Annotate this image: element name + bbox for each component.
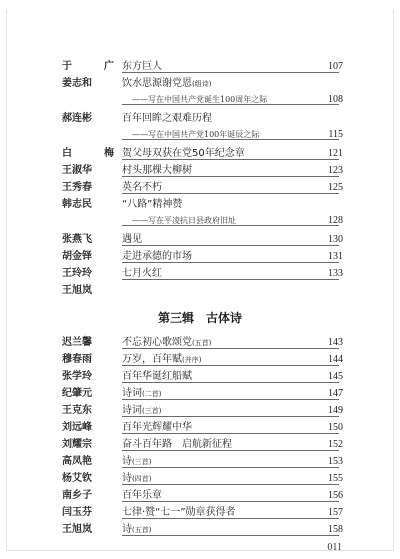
entry-page: 107 xyxy=(328,61,343,72)
entry-title-note: (三首) xyxy=(132,458,152,466)
page-number: 011 xyxy=(327,542,342,553)
entry-title: 村头那棵大柳树 xyxy=(122,165,192,176)
entry-title: 饮水思源谢党恩(组诗) xyxy=(122,78,212,89)
entry-author: 王秀春 xyxy=(62,182,92,193)
entry-rule xyxy=(122,450,339,451)
entry-page: 150 xyxy=(328,422,343,433)
entry-author: 王旭岚 xyxy=(62,285,92,296)
toc-entry[interactable] xyxy=(0,58,400,75)
toc-entry[interactable] xyxy=(0,487,400,504)
entry-author: 刘远峰 xyxy=(62,422,92,433)
entry-rule xyxy=(122,484,339,485)
entry-rule xyxy=(122,225,339,226)
entry-page: 130 xyxy=(328,234,343,245)
entry-page: 156 xyxy=(328,490,343,501)
entry-rule xyxy=(122,433,339,434)
entry-page: 145 xyxy=(328,371,343,382)
entry-author: 于 广 xyxy=(62,61,125,72)
entry-rule xyxy=(122,159,339,160)
toc-entry[interactable] xyxy=(0,368,400,385)
entry-title: 东方巨人 xyxy=(122,61,162,72)
toc-subentry[interactable] xyxy=(0,213,400,228)
entry-title: 贺父母双获在党50年纪念章 xyxy=(122,148,245,159)
entry-title-note: (四首) xyxy=(132,475,152,483)
entry-rule xyxy=(122,72,339,73)
toc-subentry[interactable] xyxy=(0,92,400,107)
toc-entry[interactable] xyxy=(0,453,400,470)
entry-rule xyxy=(122,348,339,349)
entry-author: 张燕飞 xyxy=(62,234,92,245)
entry-rule xyxy=(122,518,339,519)
toc-entry[interactable] xyxy=(0,75,400,92)
entry-page: 133 xyxy=(328,268,343,279)
entry-title-note: (三首) xyxy=(142,407,162,415)
entry-page: 123 xyxy=(328,165,343,176)
entry-title: 百年回眸之艰难历程 xyxy=(122,113,212,124)
entry-rule xyxy=(122,535,339,536)
entry-page: 108 xyxy=(328,94,343,105)
toc-entry[interactable] xyxy=(0,402,400,419)
toc-entry[interactable] xyxy=(0,282,120,299)
entry-page: 152 xyxy=(328,439,343,450)
entry-title: 诗(四首) xyxy=(122,473,152,484)
entry-title-note: (二首) xyxy=(142,390,162,398)
toc-entry[interactable] xyxy=(0,334,400,351)
toc-entry[interactable] xyxy=(0,265,400,282)
entry-author: 王玲玲 xyxy=(62,268,92,279)
entry-title: 百年华诞红船赋 xyxy=(122,371,192,382)
entry-rule xyxy=(122,279,339,280)
entry-author: 杨艾钦 xyxy=(62,473,92,484)
toc-entry[interactable] xyxy=(0,179,400,196)
toc-entry[interactable] xyxy=(0,231,400,248)
entry-title-note: (五首) xyxy=(132,526,152,534)
entry-author: 张学玲 xyxy=(62,371,92,382)
section-heading: 第三辑 古体诗 xyxy=(157,311,242,325)
entry-author: 闫玉芬 xyxy=(62,507,92,518)
entry-subtitle: ——写在中国共产党诞生100周年之际 xyxy=(132,95,268,104)
entry-page: 143 xyxy=(328,337,343,348)
entry-title-note: (并序) xyxy=(182,356,202,364)
entry-rule xyxy=(122,245,339,246)
entry-rule xyxy=(122,193,339,194)
entry-author: 白 梅 xyxy=(62,148,125,159)
entry-title: 遇见 xyxy=(122,234,142,245)
entry-author: 刘耀宗 xyxy=(62,439,92,450)
entry-title: 诗词(二首) xyxy=(122,388,162,399)
entry-author: 南乡子 xyxy=(62,490,92,501)
entry-title: 诗(三首) xyxy=(122,456,152,467)
entry-rule xyxy=(122,416,339,417)
entry-page: 158 xyxy=(328,524,343,535)
entry-author: 韩志民 xyxy=(62,199,92,210)
entry-author: 纪肇元 xyxy=(62,388,92,399)
entry-author: 高凤艳 xyxy=(62,456,92,467)
entry-page: 121 xyxy=(328,148,343,159)
entry-author: 郝连彬 xyxy=(62,113,92,124)
entry-rule xyxy=(122,365,339,366)
entry-author: 王旭岚 xyxy=(62,524,92,535)
entry-author: 王淑华 xyxy=(62,165,92,176)
toc-entry[interactable] xyxy=(0,196,400,213)
entry-title: 七月火红 xyxy=(122,268,162,279)
entry-page: 155 xyxy=(328,473,343,484)
entry-title: 百年乐章 xyxy=(122,490,162,501)
toc-entry[interactable] xyxy=(0,521,400,538)
entry-title: “八路”精神赞 xyxy=(122,199,183,210)
toc-entry[interactable] xyxy=(0,419,400,436)
toc-entry[interactable] xyxy=(0,436,400,453)
entry-title: 七律·赞“七一”勋章获得者 xyxy=(122,507,236,518)
entry-title-note: (五首) xyxy=(192,339,212,347)
entry-author: 姜志和 xyxy=(62,78,92,89)
entry-rule xyxy=(122,399,339,400)
entry-page: 115 xyxy=(328,129,343,140)
entry-rule xyxy=(122,467,339,468)
toc-entry[interactable] xyxy=(0,162,400,179)
entry-page: 153 xyxy=(328,456,343,467)
entry-title: 不忘初心歌颂党(五首) xyxy=(122,337,212,348)
entry-title: 英名不朽 xyxy=(122,182,162,193)
entry-rule xyxy=(122,104,339,105)
entry-title: 万岁，百年赋(并序) xyxy=(122,354,202,365)
entry-title: 奋斗百年路 启航新征程 xyxy=(122,439,232,450)
entry-page: 125 xyxy=(328,182,343,193)
toc-entry[interactable] xyxy=(0,470,400,487)
entry-title: 诗词(三首) xyxy=(122,405,162,416)
entry-page: 131 xyxy=(328,251,343,262)
toc-entry[interactable] xyxy=(0,110,400,127)
entry-rule xyxy=(122,262,339,263)
toc-subentry[interactable] xyxy=(0,127,400,142)
entry-subtitle: ——写在平凌抗日县政府旧址 xyxy=(132,216,236,225)
entry-rule xyxy=(122,382,339,383)
entry-author: 王克东 xyxy=(62,405,92,416)
entry-page: 149 xyxy=(328,405,343,416)
entry-author: 迟兰馨 xyxy=(62,337,92,348)
toc-entry[interactable] xyxy=(0,248,400,265)
entry-subtitle: ——写在中国共产党100年诞辰之际 xyxy=(132,130,260,139)
toc-entry[interactable] xyxy=(0,145,400,162)
entry-page: 157 xyxy=(328,507,343,518)
entry-title: 走进承德的市场 xyxy=(122,251,192,262)
entry-title: 百年光辉耀中华 xyxy=(122,422,192,433)
entry-page: 147 xyxy=(328,388,343,399)
entry-rule xyxy=(122,176,339,177)
entry-author: 穆春雨 xyxy=(62,354,92,365)
entry-rule xyxy=(122,139,339,140)
entry-page: 128 xyxy=(328,215,343,226)
toc-entry[interactable] xyxy=(0,504,400,521)
entry-page: 144 xyxy=(328,354,343,365)
toc-entry[interactable] xyxy=(0,351,400,368)
entry-rule xyxy=(122,501,339,502)
entry-title: 诗(五首) xyxy=(122,524,152,535)
entry-title-note: (组诗) xyxy=(192,80,212,88)
entry-author: 胡金铎 xyxy=(62,251,92,262)
toc-entry[interactable] xyxy=(0,385,400,402)
